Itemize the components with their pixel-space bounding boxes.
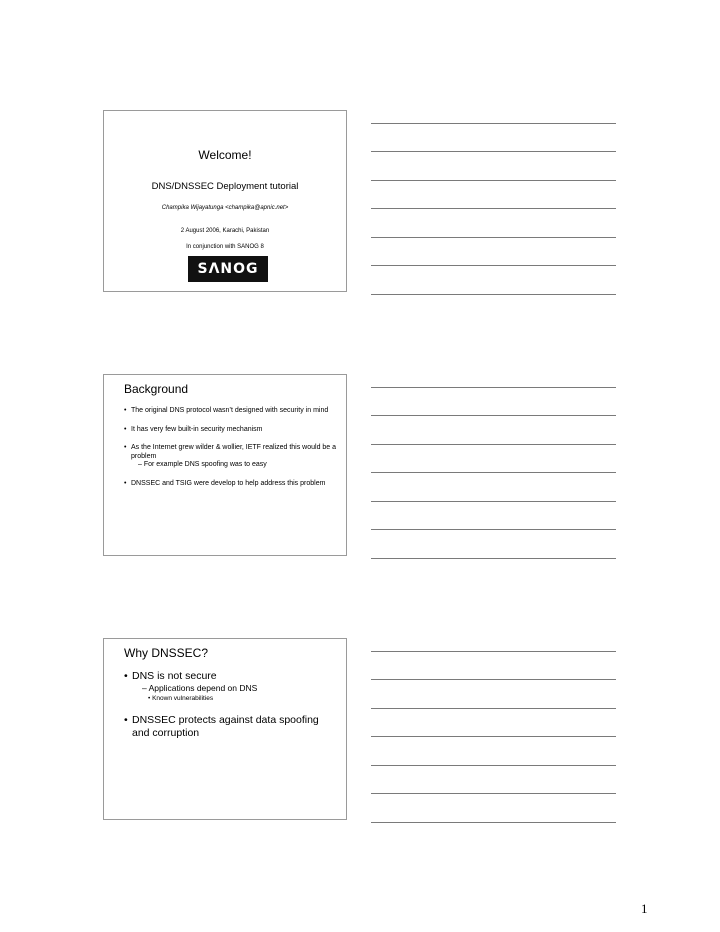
note-line [371,180,616,181]
slide-2-heading: Background [124,382,189,396]
note-line [371,237,616,238]
note-line [371,765,616,766]
note-line [371,151,616,152]
note-line [371,679,616,680]
list-item [124,480,339,489]
note-line [371,444,616,445]
note-line [371,736,616,737]
note-line [371,558,616,559]
note-line [371,294,616,295]
sub-bullet: – For example DNS spoofing was to easy [138,461,267,468]
slide-1-author: Champika Wijayatunga <champika@apnic.net> [161,205,289,211]
note-line [371,415,616,416]
note-line [371,651,616,652]
note-line [371,265,616,266]
slide-2-bullet-list [124,407,339,498]
bullet-text: As the Internet grew wilder & wollier, IETF realized this would be a problem [131,444,337,460]
sanog-logo-text: SΛNOG [197,261,259,277]
note-line [371,822,616,823]
bullet-text: It has very few built-in security mechanism [131,425,263,433]
slide-1-date-location: 2 August 2006, Karachi, Pakistan [180,228,270,234]
page-number: 1 [641,901,648,916]
bullet-text: Known vulnerabilities [152,695,214,702]
note-line [371,472,616,473]
slide-1-title: Welcome! [198,148,252,162]
bullet-text: The original DNS protocol wasn’t designed with security in mind [131,407,329,414]
note-line [371,123,616,124]
bullet-text: DNSSEC and TSIG were develop to help address this problem [131,479,326,487]
note-line [371,208,616,209]
slide-2 [103,374,347,556]
slide-3 [103,638,347,820]
list-item [124,426,339,435]
slide-3-bullet-list [124,670,339,740]
sanog-logo [188,256,268,282]
list-item: • DNSSEC protects against data spoofing and corruption [124,714,339,740]
list-item: • DNS is not secure [124,670,339,683]
sub-bullet: – Applications depend on DNS [142,683,258,693]
sub-sub-bullet: • Known vulnerabilities [148,695,214,702]
slide-1-conjunction: In conjunction with SANOG 8 [186,244,264,250]
slide-1-subtitle: DNS/DNSSEC Deployment tutorial [151,181,299,192]
note-line [371,529,616,530]
list-item [124,444,339,470]
note-line [371,793,616,794]
list-item [124,407,339,416]
note-line [371,387,616,388]
slide-1 [103,110,347,292]
slide-3-heading: Why DNSSEC? [124,646,209,660]
note-line [371,501,616,502]
note-line [371,708,616,709]
